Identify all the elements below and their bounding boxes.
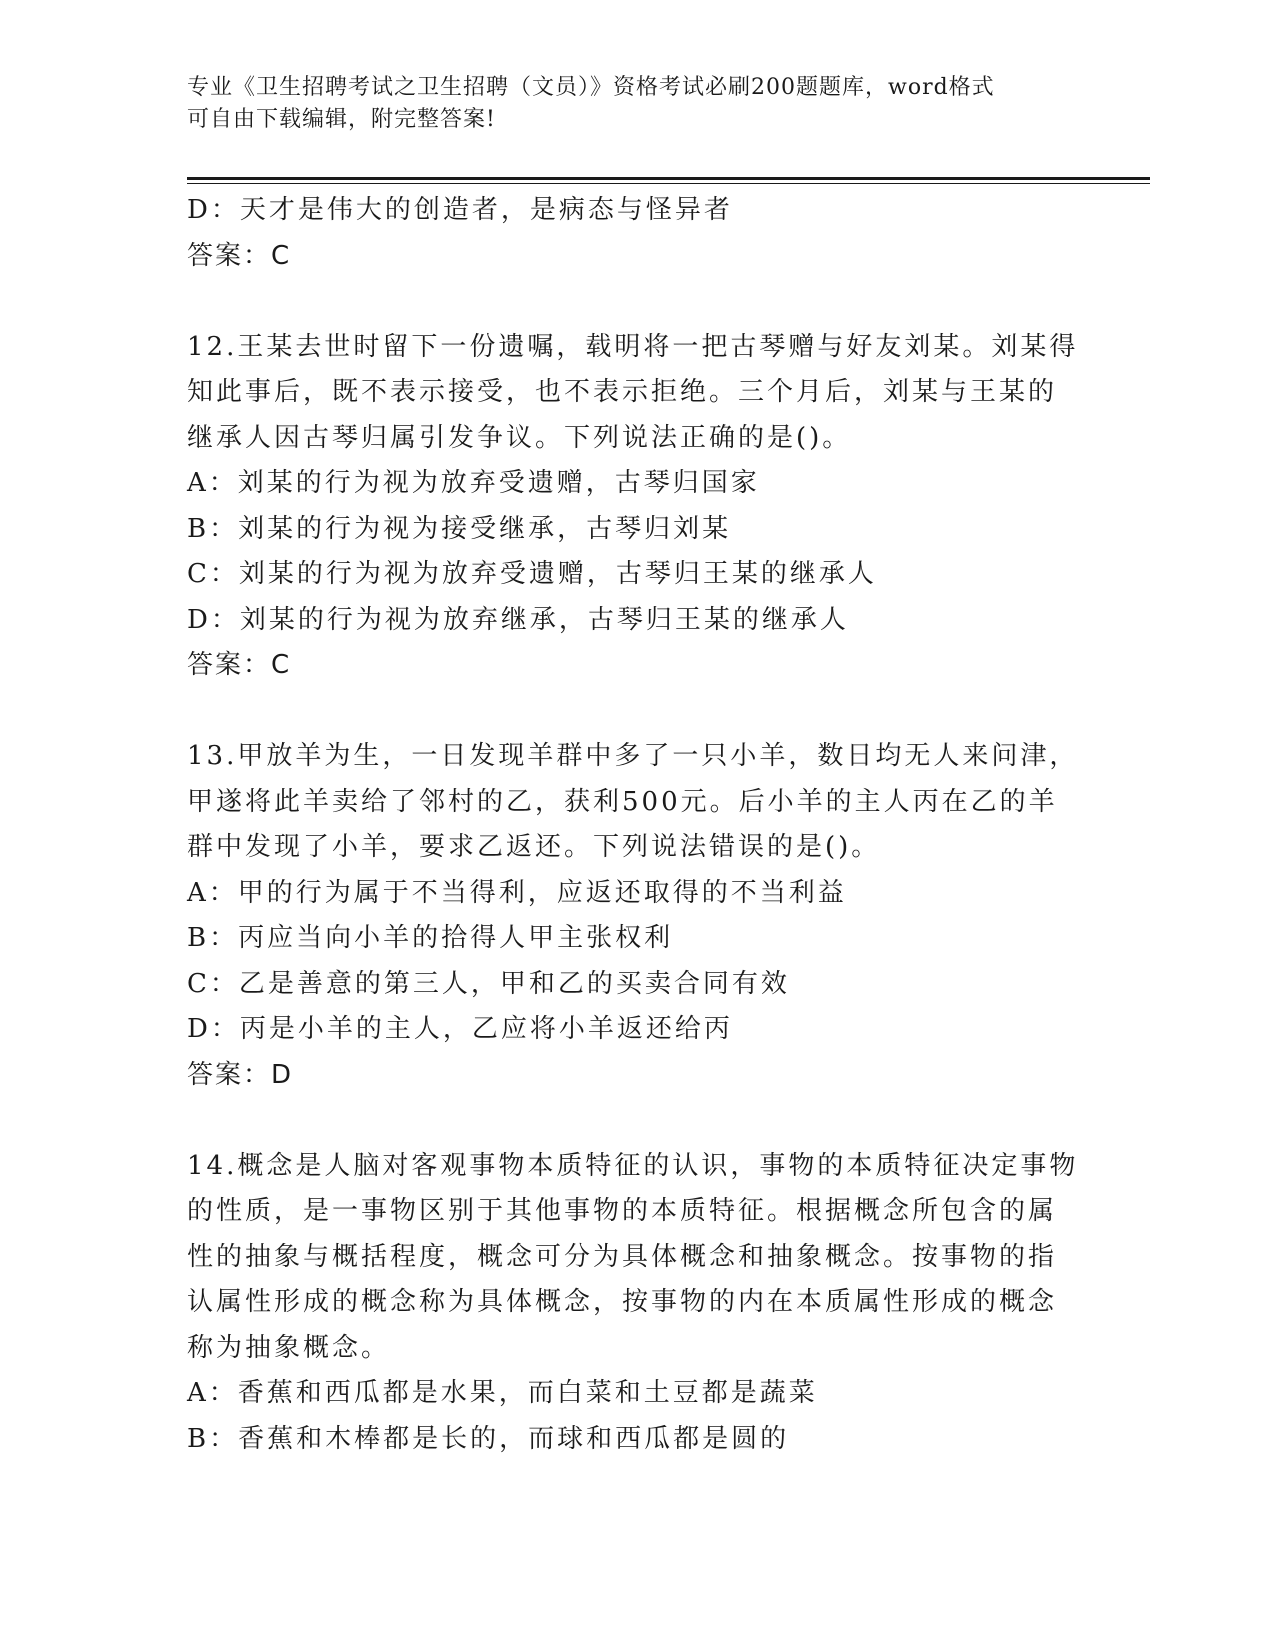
spacer — [187, 689, 1067, 735]
option-c: C：刘某的行为视为放弃受遗赠，古琴归王某的继承人 — [187, 559, 877, 589]
question-14 — [187, 1144, 1079, 1463]
question-stem-line: 的性质，是一事物区别于其他事物的本质特征。根据概念所包含的属 — [187, 1196, 1058, 1226]
question-stem-line: 继承人因古琴归属引发争议。下列说法正确的是()。 — [187, 422, 852, 453]
spacer — [187, 279, 1067, 325]
question-stem-line: 14.概念是人脑对客观事物本质特征的认识，事物的本质特征决定事物 — [187, 1150, 1079, 1181]
question-stem-line: 称为抽象概念。 — [187, 1332, 391, 1363]
option-a: A：刘某的行为视为放弃受遗赠，古琴归国家 — [187, 468, 760, 498]
header-rule-thin — [187, 183, 1150, 184]
question-stem-line: 12.王某去世时留下一份遗嘱，载明将一把古琴赠与好友刘某。刘某得 — [187, 331, 1079, 362]
header-line-1: 专业《卫生招聘考试之卫生招聘（文员）》资格考试必刷200题题库，word格式 — [187, 75, 995, 100]
header-line-2: 可自由下载编辑，附完整答案! — [187, 107, 496, 132]
answer: 答案：C — [187, 650, 292, 680]
question-stem-line: 甲遂将此羊卖给了邻村的乙，获利500元。后小羊的主人丙在乙的羊 — [187, 786, 1058, 817]
option-b: B：丙应当向小羊的拾得人甲主张权利 — [187, 923, 674, 953]
question-stem-line: 群中发现了小羊，要求乙返还。下列说法错误的是()。 — [187, 832, 881, 862]
question-stem-line: 知此事后，既不表示接受，也不表示拒绝。三个月后，刘某与王某的 — [187, 377, 1058, 407]
question-stem-line: 认属性形成的概念称为具体概念，按事物的内在本质属性形成的概念 — [187, 1287, 1058, 1317]
question-13 — [187, 734, 1079, 1098]
question-12 — [187, 325, 1079, 689]
header-rule-thick — [187, 177, 1150, 180]
question-stem-line: 性的抽象与概括程度，概念可分为具体概念和抽象概念。按事物的指 — [187, 1241, 1058, 1272]
prev-answer: 答案：C — [187, 240, 292, 271]
option-a: A：香蕉和西瓜都是水果，而白菜和土豆都是蔬菜 — [187, 1378, 818, 1408]
option-b: B：刘某的行为视为接受继承，古琴归刘某 — [187, 513, 732, 544]
document-body — [187, 188, 1079, 1462]
prev-option-d: D：天才是伟大的创造者，是病态与怪异者 — [187, 195, 733, 225]
option-d: D：丙是小羊的主人，乙应将小羊返还给丙 — [187, 1014, 733, 1044]
option-c: C：乙是善意的第三人，甲和乙的买卖合同有效 — [187, 968, 790, 999]
option-d: D：刘某的行为视为放弃继承，古琴归王某的继承人 — [187, 604, 849, 635]
question-stem-line: 13.甲放羊为生，一日发现羊群中多了一只小羊，数日均无人来问津， — [187, 741, 1079, 771]
page-header — [187, 72, 1087, 136]
answer: 答案：D — [187, 1059, 294, 1090]
option-b: B：香蕉和木棒都是长的，而球和西瓜都是圆的 — [187, 1423, 790, 1454]
spacer — [187, 1098, 1067, 1144]
option-a: A：甲的行为属于不当得利，应返还取得的不当利益 — [187, 877, 847, 908]
